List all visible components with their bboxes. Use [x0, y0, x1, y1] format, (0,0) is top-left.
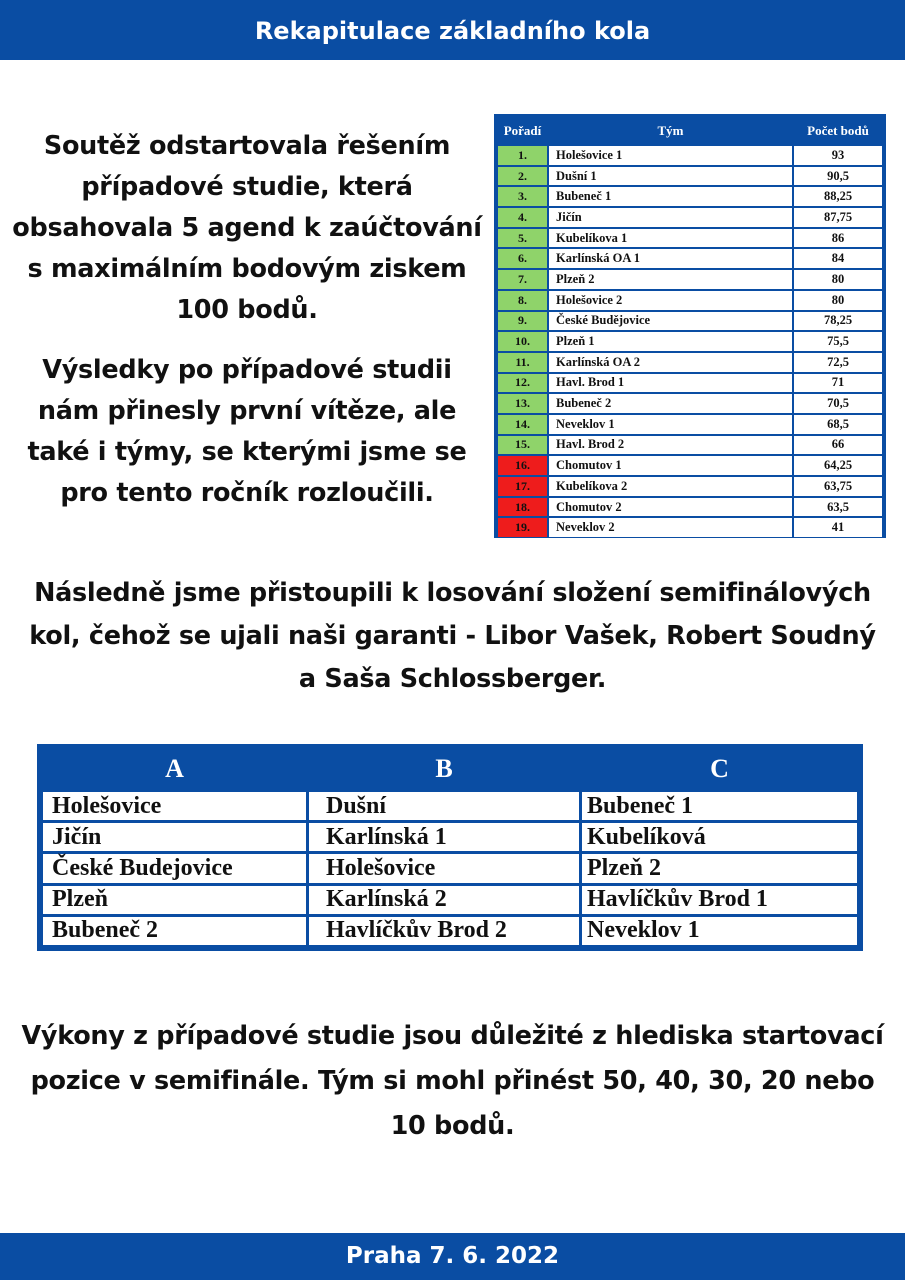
- ranking-position: 17.: [498, 477, 547, 496]
- ranking-body: [498, 146, 882, 537]
- ranking-row: [498, 332, 882, 351]
- ranking-points: 86: [794, 229, 882, 248]
- groups-row: [43, 917, 857, 945]
- ranking-position: 8.: [498, 291, 547, 310]
- ranking-row: [498, 436, 882, 455]
- points-paragraph: Výkony z případové studie jsou důležité z hlediska startovací pozice v semifinále. Tým si mohl přinést 50, 40, 30, 20 nebo 10 bodů.: [21, 1021, 884, 1141]
- ranking-row: [498, 353, 882, 372]
- ranking-points: 84: [794, 249, 882, 268]
- ranking-team: Plzeň 2: [549, 270, 792, 289]
- groups-header-row: [43, 749, 857, 789]
- ranking-points: 63,5: [794, 498, 882, 517]
- ranking-position: 6.: [498, 249, 547, 268]
- ranking-team: Havl. Brod 2: [549, 436, 792, 455]
- ranking-points: 72,5: [794, 353, 882, 372]
- groups-row: [43, 854, 857, 882]
- ranking-row: [498, 249, 882, 268]
- group-a-team: Plzeň: [43, 886, 306, 914]
- group-b-team: Havlíčkův Brod 2: [309, 917, 579, 945]
- ranking-row: [498, 291, 882, 310]
- ranking-position: 18.: [498, 498, 547, 517]
- group-b-team: Karlínská 1: [309, 823, 579, 851]
- ranking-row: [498, 146, 882, 165]
- ranking-points: 80: [794, 270, 882, 289]
- ranking-row: [498, 229, 882, 248]
- ranking-points: 87,75: [794, 208, 882, 227]
- page-title: Rekapitulace základního kola: [254, 17, 651, 45]
- ranking-position: 7.: [498, 270, 547, 289]
- ranking-team: Plzeň 1: [549, 332, 792, 351]
- ranking-points: 41: [794, 518, 882, 537]
- ranking-team: Holešovice 2: [549, 291, 792, 310]
- group-b-team: Holešovice: [309, 854, 579, 882]
- ranking-team: Bubeneč 2: [549, 394, 792, 413]
- ranking-row: [498, 208, 882, 227]
- ranking-points: 71: [794, 374, 882, 393]
- ranking-points: 93: [794, 146, 882, 165]
- ranking-points: 70,5: [794, 394, 882, 413]
- ranking-points: 64,25: [794, 456, 882, 475]
- ranking-points: 88,25: [794, 187, 882, 206]
- group-header-a: A: [165, 754, 184, 783]
- ranking-points: 66: [794, 436, 882, 455]
- group-b-team: Karlínská 2: [309, 886, 579, 914]
- group-b-team: Dušní: [309, 792, 579, 820]
- ranking-team: Holešovice 1: [549, 146, 792, 165]
- group-c-team: Bubeneč 1: [582, 792, 857, 820]
- ranking-header-points: Počet bodů: [794, 118, 882, 144]
- ranking-team: Jičín: [549, 208, 792, 227]
- ranking-row: [498, 374, 882, 393]
- ranking-position: 13.: [498, 394, 547, 413]
- ranking-row: [498, 498, 882, 517]
- ranking-team: Havl. Brod 1: [549, 374, 792, 393]
- ranking-row: [498, 270, 882, 289]
- ranking-position: 9.: [498, 312, 547, 331]
- ranking-position: 16.: [498, 456, 547, 475]
- ranking-points: 78,25: [794, 312, 882, 331]
- ranking-header-team: Tým: [549, 118, 792, 144]
- group-c-team: Havlíčkův Brod 1: [582, 886, 857, 914]
- group-c-team: Neveklov 1: [582, 917, 857, 945]
- ranking-team: Karlínská OA 2: [549, 353, 792, 372]
- ranking-points: 68,5: [794, 415, 882, 434]
- footer-text: Praha 7. 6. 2022: [345, 1243, 560, 1269]
- ranking-position: 10.: [498, 332, 547, 351]
- ranking-team: Neveklov 2: [549, 518, 792, 537]
- ranking-points: 80: [794, 291, 882, 310]
- ranking-row: [498, 187, 882, 206]
- groups-row: [43, 792, 857, 820]
- header-bar: [0, 0, 905, 60]
- ranking-team: Kubelíkova 2: [549, 477, 792, 496]
- ranking-header-row: [498, 118, 882, 144]
- ranking-team: Neveklov 1: [549, 415, 792, 434]
- group-c-team: Kubelíková: [582, 823, 857, 851]
- groups-row: [43, 886, 857, 914]
- footer-bar: [0, 1233, 905, 1280]
- draw-paragraph: Následně jsme přistoupili k losování složení semifinálových kol, čehož se ujali naši garanti - Libor Vašek, Robert Soudný a Saša Schlossberger.: [29, 578, 876, 694]
- group-a-team: Bubeneč 2: [43, 917, 306, 945]
- ranking-position: 14.: [498, 415, 547, 434]
- ranking-row: [498, 477, 882, 496]
- ranking-team: České Budějovice: [549, 312, 792, 331]
- ranking-position: 2.: [498, 167, 547, 186]
- ranking-position: 19.: [498, 518, 547, 537]
- ranking-row: [498, 312, 882, 331]
- ranking-points: 90,5: [794, 167, 882, 186]
- ranking-points: 63,75: [794, 477, 882, 496]
- ranking-row: [498, 394, 882, 413]
- ranking-team: Bubeneč 1: [549, 187, 792, 206]
- ranking-table: [494, 114, 886, 538]
- intro-paragraph-1: Soutěž odstartovala řešením případové studie, která obsahovala 5 agend k zaúčtování s maximálním bodovým ziskem 100 bodů.: [12, 131, 482, 325]
- ranking-position: 15.: [498, 436, 547, 455]
- intro-paragraph-2: Výsledky po případové studii nám přinesly první vítěze, ale také i týmy, se kterými jsme se pro tento ročník rozloučili.: [27, 355, 467, 508]
- ranking-position: 4.: [498, 208, 547, 227]
- ranking-team: Chomutov 1: [549, 456, 792, 475]
- ranking-team: Chomutov 2: [549, 498, 792, 517]
- group-a-team: České Budejovice: [43, 854, 306, 882]
- ranking-team: Dušní 1: [549, 167, 792, 186]
- groups-body: [43, 792, 857, 945]
- ranking-position: 11.: [498, 353, 547, 372]
- group-a-team: Jičín: [43, 823, 306, 851]
- ranking-points: 75,5: [794, 332, 882, 351]
- groups-row: [43, 823, 857, 851]
- ranking-position: 1.: [498, 146, 547, 165]
- group-c-team: Plzeň 2: [582, 854, 857, 882]
- ranking-position: 12.: [498, 374, 547, 393]
- ranking-row: [498, 518, 882, 537]
- ranking-row: [498, 456, 882, 475]
- ranking-team: Karlínská OA 1: [549, 249, 792, 268]
- ranking-row: [498, 167, 882, 186]
- groups-table: [37, 744, 863, 951]
- group-header-c: C: [710, 754, 729, 783]
- ranking-team: Kubelíkova 1: [549, 229, 792, 248]
- group-a-team: Holešovice: [43, 792, 306, 820]
- group-header-b: B: [435, 754, 453, 783]
- ranking-position: 5.: [498, 229, 547, 248]
- ranking-header-position: Pořadí: [498, 118, 547, 144]
- ranking-position: 3.: [498, 187, 547, 206]
- ranking-row: [498, 415, 882, 434]
